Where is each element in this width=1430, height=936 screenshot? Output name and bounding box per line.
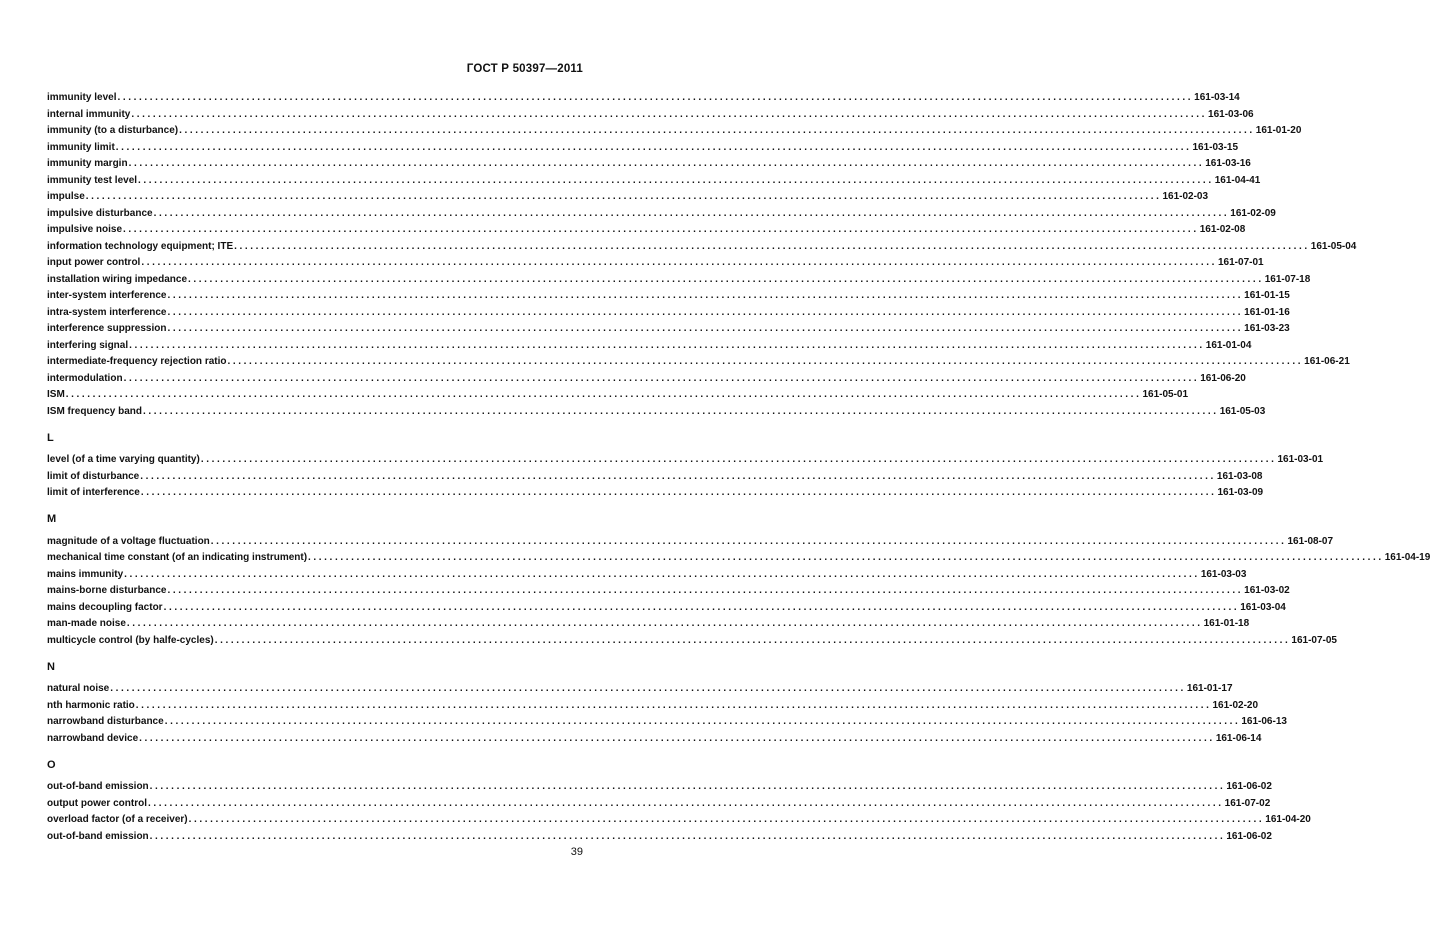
- dot-leader: ........................................................................................................................................................................................................: [138, 174, 1214, 186]
- dot-leader: ........................................................................................................................................................................................................: [117, 92, 1194, 103]
- dot-leader: ........................................................................................................................................................................................................: [123, 372, 1200, 384]
- dot-leader: ........................................................................................................................................................................................................: [167, 585, 1244, 596]
- entry-term: limit of interference: [47, 487, 140, 498]
- index-entry: [47, 633, 1337, 650]
- entry-code: 161-03-02: [1244, 585, 1290, 596]
- dot-leader: ........................................................................................................................................................................................................: [163, 601, 1240, 613]
- entry-term: out-of-band emission: [47, 830, 149, 842]
- index-section: [47, 511, 1430, 649]
- entry-code: 161-01-20: [1255, 125, 1302, 136]
- dot-leader: ........................................................................................................................................................................................................: [188, 273, 1264, 285]
- entry-term: natural noise: [47, 683, 110, 694]
- dot-leader: ........................................................................................................................................................................................................: [234, 240, 1310, 252]
- index-entry: [47, 829, 1272, 846]
- entry-code: 161-03-01: [1277, 454, 1324, 465]
- dot-leader: ........................................................................................................................................................................................................: [135, 699, 1212, 711]
- entry-code: 161-08-07: [1287, 535, 1334, 547]
- entry-code: 161-07-18: [1264, 273, 1311, 285]
- entry-term: impulsive noise: [47, 224, 123, 235]
- dot-leader: ........................................................................................................................................................................................................: [141, 257, 1217, 268]
- dot-leader: ........................................................................................................................................................................................................: [200, 454, 1277, 465]
- dot-leader: ........................................................................................................................................................................................................: [65, 389, 1142, 400]
- index-sections: [47, 90, 1430, 845]
- section-letter: M: [47, 513, 57, 525]
- index-section: [47, 430, 1324, 502]
- dot-leader: ........................................................................................................................................................................................................: [126, 618, 1203, 629]
- entry-term: immunity (to a disturbance): [47, 125, 179, 136]
- entry-term: immunity margin: [47, 158, 128, 169]
- entry-term: information technology equipment; ITE: [47, 240, 234, 252]
- entry-term: multicycle control (by halfe-cycles): [47, 634, 214, 646]
- entry-term: narrowband disturbance: [47, 716, 164, 727]
- index-section: [47, 90, 1357, 420]
- dot-leader: ........................................................................................................................................................................................................: [188, 814, 1265, 825]
- dot-leader: ........................................................................................................................................................................................................: [167, 306, 1244, 318]
- index-entry: [47, 616, 1250, 633]
- entry-term: mechanical time constant (of an indicating instrument): [47, 552, 308, 563]
- section-letter: L: [47, 431, 54, 444]
- entry-code: 161-01-18: [1203, 618, 1250, 629]
- entry-term: internal immunity: [47, 108, 131, 120]
- entry-code: 161-04-41: [1214, 174, 1261, 186]
- index-entry: [47, 255, 1264, 272]
- index-entry: [47, 681, 1233, 698]
- entry-term: interfering signal: [47, 339, 129, 351]
- index-entry: [47, 107, 1254, 124]
- index-entry: [47, 567, 1247, 584]
- entry-term: limit of disturbance: [47, 470, 140, 482]
- entry-term: ISM: [47, 389, 65, 400]
- entry-term: nth harmonic ratio: [47, 699, 135, 711]
- index-entry: [47, 714, 1287, 731]
- entry-list: [47, 90, 1357, 420]
- entry-code: 161-06-13: [1241, 716, 1287, 727]
- index-section: [47, 757, 1311, 846]
- entry-code: 161-03-15: [1192, 141, 1239, 153]
- index-entry: [47, 222, 1246, 239]
- entry-code: 161-03-08: [1216, 470, 1263, 482]
- entry-term: intermodulation: [47, 372, 123, 384]
- index-entry: [47, 288, 1290, 305]
- entry-code: 161-03-04: [1240, 601, 1286, 613]
- entry-code: 161-01-15: [1244, 290, 1290, 301]
- entry-code: 161-05-03: [1219, 405, 1266, 417]
- index-entry: [47, 698, 1259, 715]
- entry-term: mains decoupling factor: [47, 601, 163, 613]
- entry-term: magnitude of a voltage fluctuation: [47, 535, 210, 547]
- entry-code: 161-02-09: [1230, 207, 1276, 219]
- entry-term: man-made noise: [47, 618, 126, 629]
- entry-term: mains immunity: [47, 568, 124, 580]
- dot-leader: ........................................................................................................................................................................................................: [123, 224, 1199, 235]
- index-entry: [47, 485, 1264, 502]
- dot-leader: ........................................................................................................................................................................................................: [139, 732, 1215, 744]
- entry-term: impulsive disturbance: [47, 207, 153, 219]
- dot-leader: ........................................................................................................................................................................................................: [148, 797, 1224, 809]
- index-entry: [47, 156, 1251, 173]
- dot-leader: ........................................................................................................................................................................................................: [149, 830, 1226, 842]
- entry-code: 161-07-01: [1218, 257, 1264, 268]
- entry-code: 161-03-23: [1244, 323, 1290, 334]
- index-entry: [47, 600, 1286, 617]
- page-number: 39: [570, 846, 583, 858]
- entry-code: 161-03-14: [1194, 92, 1240, 103]
- dot-leader: ........................................................................................................................................................................................................: [164, 716, 1241, 727]
- dot-leader: ........................................................................................................................................................................................................: [115, 141, 1192, 153]
- entry-code: 161-07-02: [1224, 797, 1271, 809]
- entry-code: 161-01-04: [1205, 339, 1252, 351]
- dot-leader: ........................................................................................................................................................................................................: [128, 158, 1205, 169]
- entry-term: narrowband device: [47, 732, 139, 744]
- entry-code: 161-06-21: [1304, 356, 1350, 367]
- entry-code: 161-02-03: [1162, 191, 1209, 202]
- index-entry: [47, 305, 1290, 322]
- entry-term: level (of a time varying quantity): [47, 454, 200, 465]
- entry-term: out-of-band emission: [47, 781, 149, 792]
- entry-term: intermediate-frequency rejection ratio: [47, 356, 227, 367]
- entry-code: 161-05-04: [1310, 240, 1357, 252]
- index-entry: [47, 812, 1311, 829]
- entry-code: 161-03-03: [1200, 568, 1247, 580]
- index-entry: [47, 796, 1271, 813]
- entry-term: immunity level: [47, 92, 117, 103]
- entry-list: [47, 779, 1311, 845]
- entry-code: 161-06-14: [1215, 732, 1262, 744]
- entry-code: 161-03-09: [1217, 487, 1264, 498]
- entry-code: 161-02-20: [1212, 699, 1259, 711]
- entry-list: [47, 452, 1324, 502]
- index-entry: [47, 779, 1272, 796]
- entry-code: 161-02-08: [1199, 224, 1246, 235]
- dot-leader: ........................................................................................................................................................................................................: [214, 634, 1291, 646]
- entry-code: 161-01-17: [1186, 683, 1233, 694]
- dot-leader: ........................................................................................................................................................................................................: [179, 125, 1255, 136]
- dot-leader: ........................................................................................................................................................................................................: [131, 108, 1208, 120]
- index-entry: [47, 140, 1239, 157]
- dot-leader: ........................................................................................................................................................................................................: [167, 323, 1244, 334]
- dot-leader: ........................................................................................................................................................................................................: [85, 191, 1162, 202]
- dot-leader: ........................................................................................................................................................................................................: [110, 683, 1186, 694]
- section-letter: N: [47, 660, 55, 673]
- entry-term: interference suppression: [47, 323, 167, 334]
- dot-leader: ........................................................................................................................................................................................................: [129, 339, 1205, 351]
- entry-term: output power control: [47, 797, 147, 809]
- index-entry: [47, 189, 1209, 206]
- index-entry: [47, 583, 1290, 600]
- dot-leader: ........................................................................................................................................................................................................: [210, 535, 1287, 547]
- dot-leader: ........................................................................................................................................................................................................: [167, 290, 1244, 301]
- dot-leader: ........................................................................................................................................................................................................: [140, 487, 1217, 498]
- index-section: [47, 659, 1287, 748]
- index-entry: [47, 550, 1430, 567]
- index-entry: [47, 452, 1324, 469]
- dot-leader: ........................................................................................................................................................................................................: [143, 405, 1219, 417]
- dot-leader: ........................................................................................................................................................................................................: [140, 470, 1216, 482]
- entry-term: overload factor (of a receiver): [47, 814, 188, 825]
- document-header: ГОСТ Р 50397—2011: [466, 63, 583, 75]
- index-entry: [47, 206, 1276, 223]
- entry-term: input power control: [47, 257, 141, 268]
- index-entry: [47, 338, 1252, 355]
- index-entry: [47, 534, 1334, 551]
- entry-list: [47, 681, 1287, 747]
- entry-term: immunity test level: [47, 174, 138, 186]
- index-entry: [47, 123, 1302, 140]
- entry-term: installation wiring impedance: [47, 273, 188, 285]
- index-entry: [47, 173, 1261, 190]
- index-entry: [47, 469, 1263, 486]
- entry-code: 161-06-02: [1226, 781, 1272, 792]
- index-entry: [47, 371, 1246, 388]
- dot-leader: ........................................................................................................................................................................................................: [124, 568, 1200, 580]
- index-entry: [47, 387, 1189, 404]
- entry-term: mains-borne disturbance: [47, 585, 167, 596]
- entry-list: [47, 534, 1430, 650]
- index-entry: [47, 272, 1311, 289]
- entry-term: impulse: [47, 191, 85, 202]
- dot-leader: ........................................................................................................................................................................................................: [149, 781, 1226, 792]
- entry-code: 161-06-02: [1226, 830, 1272, 842]
- index-entry: [47, 731, 1262, 748]
- index-entry: [47, 239, 1357, 256]
- entry-term: immunity limit: [47, 141, 115, 153]
- entry-code: 161-06-20: [1200, 372, 1246, 384]
- entry-code: 161-03-06: [1208, 108, 1254, 120]
- entry-code: 161-01-16: [1244, 306, 1290, 318]
- entry-code: 161-03-16: [1205, 158, 1251, 169]
- dot-leader: ........................................................................................................................................................................................................: [227, 356, 1304, 367]
- entry-code: 161-05-01: [1142, 389, 1189, 400]
- index-entry: [47, 90, 1240, 107]
- index-entry: [47, 404, 1266, 421]
- entry-code: 161-04-19: [1384, 552, 1430, 563]
- section-letter: O: [47, 758, 56, 771]
- entry-code: 161-07-05: [1291, 634, 1337, 646]
- entry-term: ISM frequency band: [47, 405, 143, 417]
- entry-term: inter-system interference: [47, 290, 167, 301]
- index-entry: [47, 354, 1350, 371]
- index-entry: [47, 321, 1290, 338]
- entry-code: 161-04-20: [1265, 814, 1311, 825]
- dot-leader: ........................................................................................................................................................................................................: [308, 552, 1384, 563]
- entry-term: intra-system interference: [47, 306, 167, 318]
- dot-leader: ........................................................................................................................................................................................................: [153, 207, 1230, 219]
